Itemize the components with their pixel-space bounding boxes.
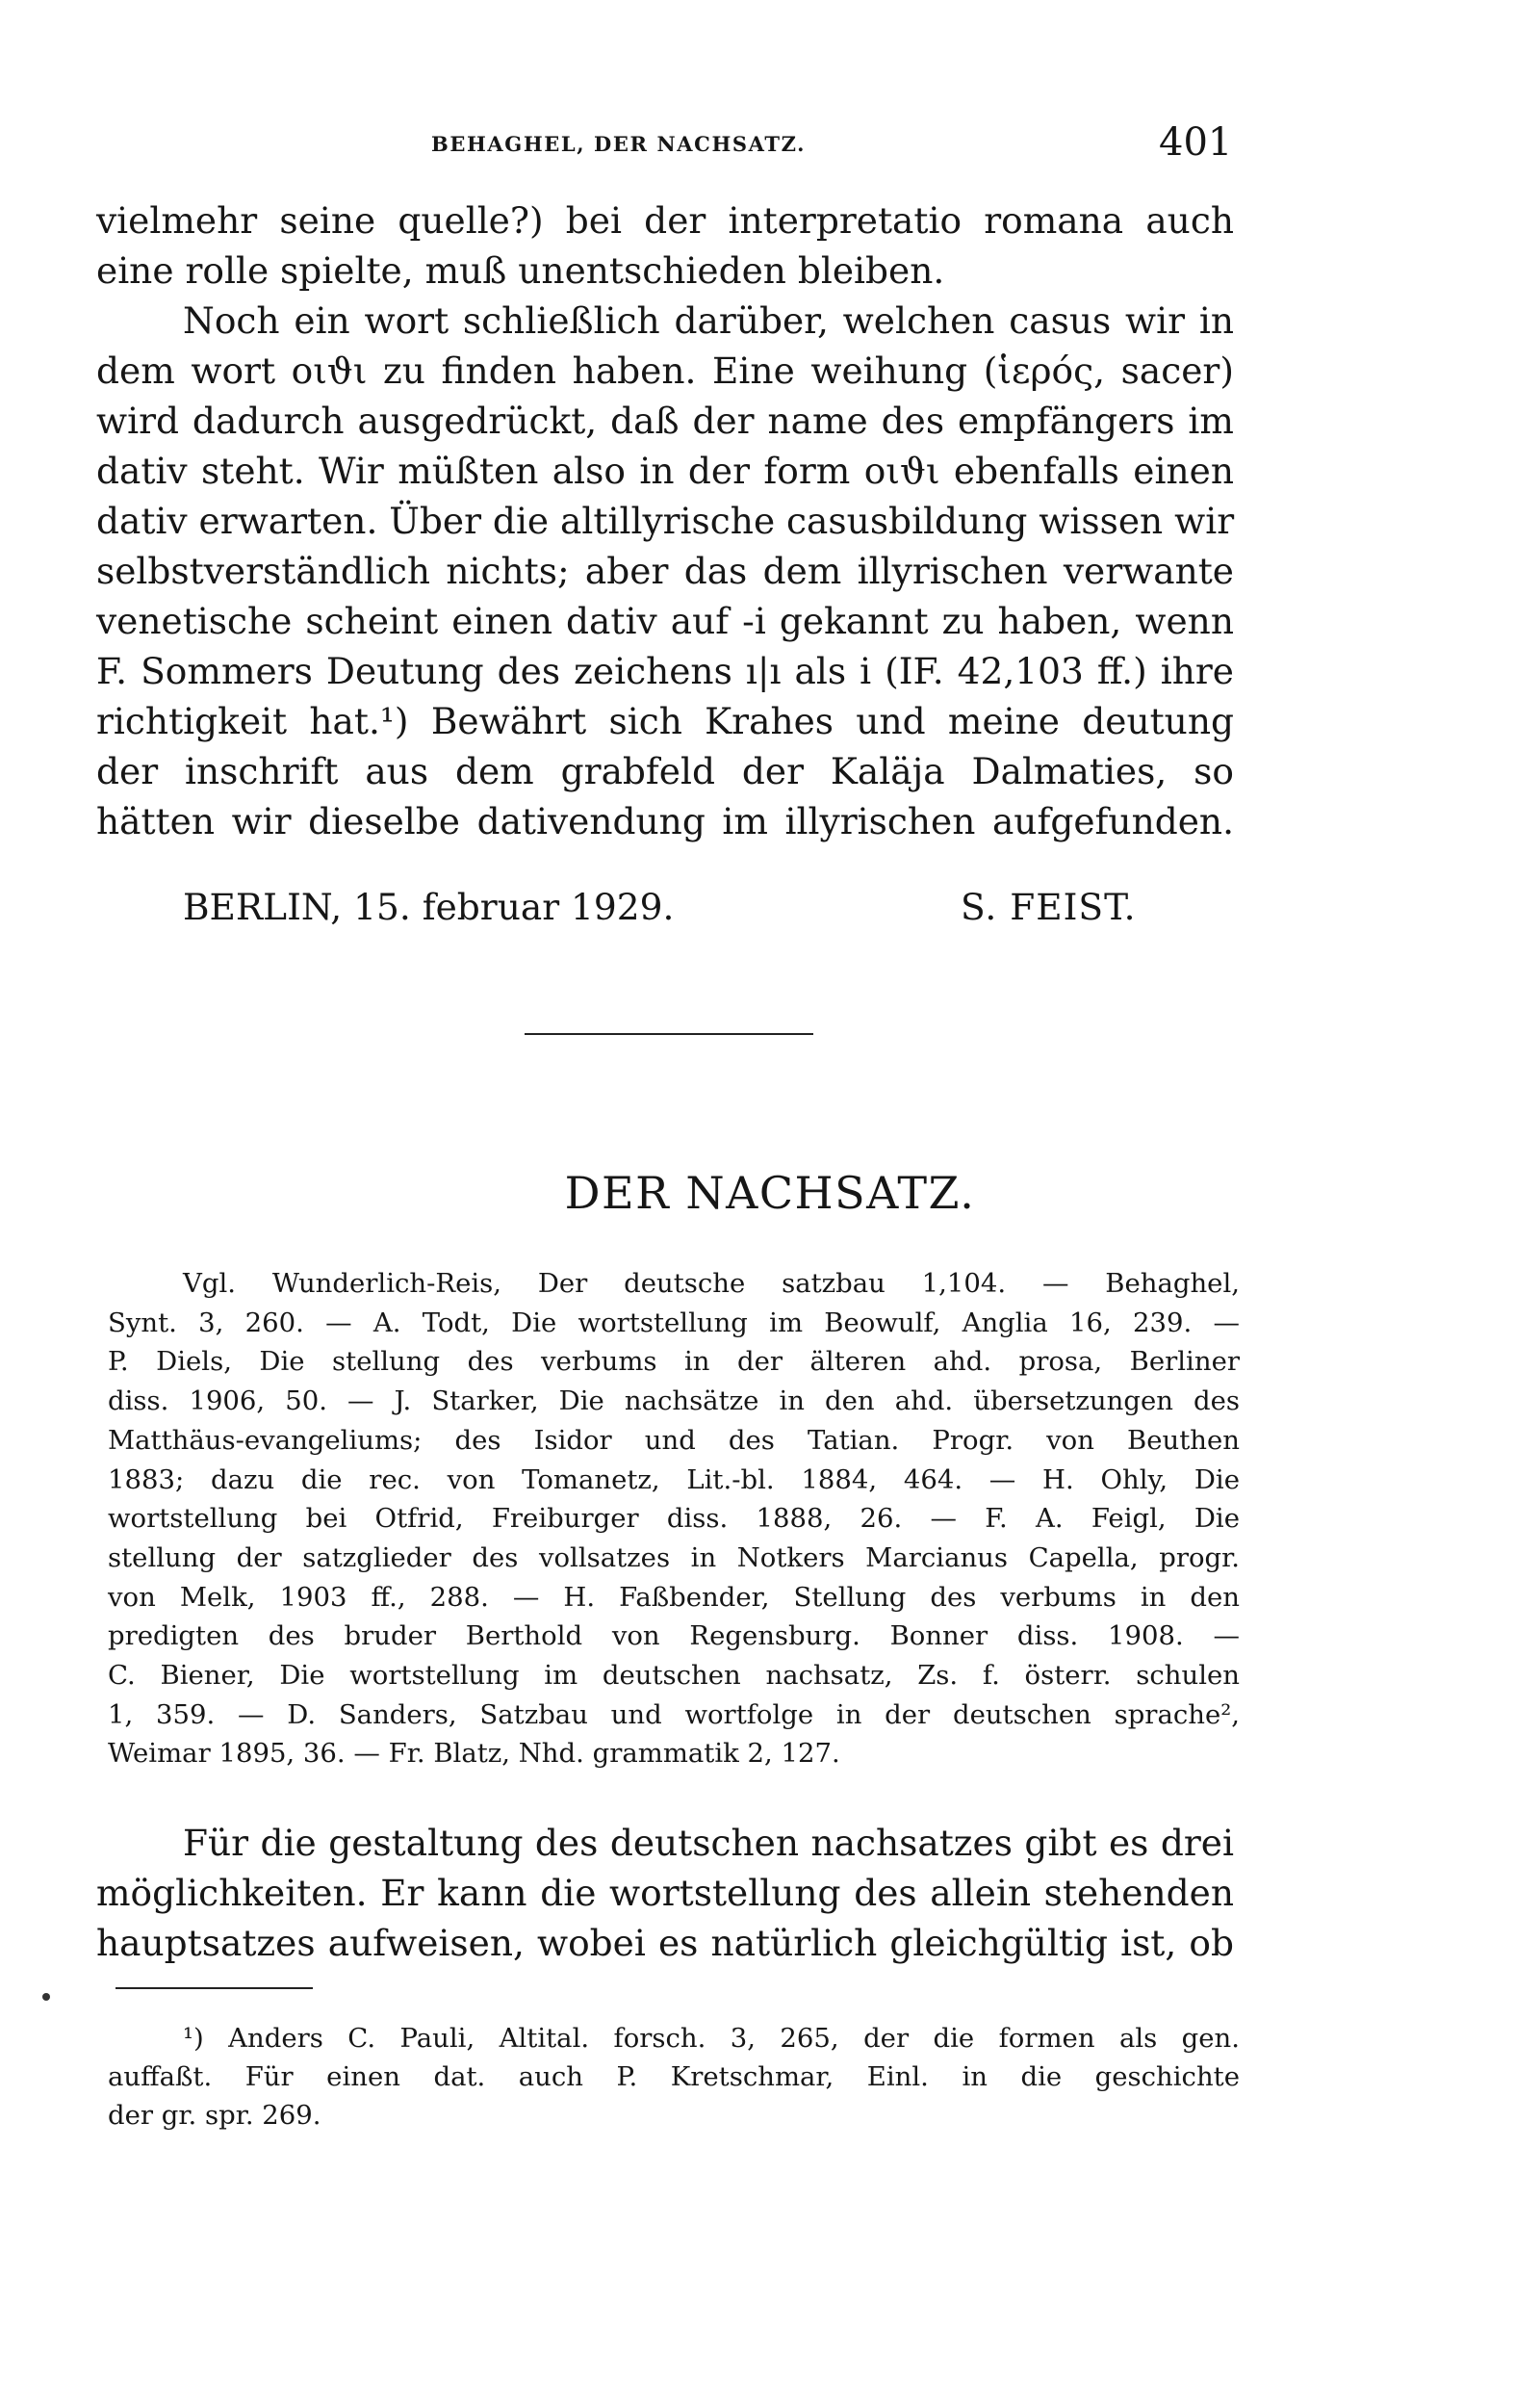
text-line: hauptsatzes aufweisen, wobei es natürlich gleichgültig ist, ob: [96, 1922, 1234, 1964]
bibliography-references: [108, 1264, 1240, 1773]
text-line: vielmehr seine quelle?) bei der interpretatio romana auch: [96, 199, 1234, 242]
reference-line: Synt. 3, 260. — A. Todt, Die wortstellung im Beowulf, Anglia 16, 239. —: [108, 1307, 1240, 1338]
reference-line: predigten des bruder Berthold von Regensburg. Bonner diss. 1908. —: [108, 1620, 1240, 1652]
reference-line: 1, 359. — D. Sanders, Satzbau und wortfolge in der deutschen sprache²,: [108, 1698, 1240, 1730]
text-line: hätten wir dieselbe dativendung im illyrischen aufgefunden.: [96, 800, 1234, 842]
signature-place-date: BERLIN, 15. februar 1929.: [183, 886, 675, 928]
footnote-line: ¹) Anders C. Pauli, Altital. forsch. 3, 265, der die formen als gen.: [183, 2023, 1240, 2054]
reference-line: C. Biener, Die wortstellung im deutschen nachsatz, Zs. f. österr. schulen: [108, 1660, 1240, 1692]
text-line: dem wort οιϑι zu finden haben. Eine weihung (ἱερός, sacer): [96, 349, 1234, 392]
running-title: BEHAGHEL, DER NACHSATZ.: [431, 132, 807, 156]
reference-line: diss. 1906, 50. — J. Starker, Die nachsätze in den ahd. übersetzungen des: [108, 1385, 1240, 1417]
reference-line: wortstellung bei Otfrid, Freiburger diss. 1888, 26. — F. A. Feigl, Die: [108, 1503, 1240, 1535]
reference-line: stellung der satzglieder des vollsatzes in Notkers Marcianus Capella, progr.: [108, 1541, 1240, 1573]
reference-line: P. Diels, Die stellung des verbums in der älteren ahd. prosa, Berliner: [108, 1346, 1240, 1378]
signature-author: S. FEIST.: [961, 886, 1137, 928]
section-title: DER NACHSATZ.: [564, 1167, 976, 1219]
text-line: dativ steht. Wir müßten also in der form οιϑι ebenfalls einen: [96, 450, 1234, 492]
reference-line: 1883; dazu die rec. von Tomanetz, Lit.-bl. 1884, 464. — H. Ohly, Die: [108, 1463, 1240, 1495]
text-line: eine rolle spielte, muß unentschieden bleiben.: [96, 249, 945, 292]
text-line: der inschrift aus dem grabfeld der Kaläja Dalmaties, so: [96, 750, 1234, 792]
text-line: richtigkeit hat.¹) Bewährt sich Krahes und meine deutung: [96, 700, 1234, 742]
text-line: Für die gestaltung des deutschen nachsatzes gibt es drei: [183, 1822, 1234, 1864]
footnote: [108, 2019, 1240, 2135]
paragraph-nachsatz: [96, 1818, 1234, 1968]
text-line: venetische scheint einen dativ auf -i gekannt zu haben, wenn: [96, 600, 1234, 642]
reference-line: Vgl. Wunderlich-Reis, Der deutsche satzbau 1,104. — Behaghel,: [183, 1268, 1240, 1299]
signature-row: [0, 886, 1540, 944]
footnote-line: der gr. spr. 269.: [108, 2100, 321, 2131]
running-head: [0, 120, 1540, 168]
margin-dot: [42, 1993, 50, 2001]
text-line: dativ erwarten. Über die altillyrische casusbildung wissen wir: [96, 500, 1235, 542]
page-number: 401: [1159, 120, 1233, 165]
footnote-line: auffaßt. Für einen dat. auch P. Kretschmar, Einl. in die geschichte: [108, 2061, 1240, 2092]
text-line: wird dadurch ausgedrückt, daß der name des empfängers im: [96, 400, 1234, 442]
footnote-rule: [116, 1987, 313, 1989]
paragraph-continued: [96, 195, 1234, 846]
reference-line: Matthäus-evangeliums; des Isidor und des Tatian. Progr. von Beuthen: [108, 1424, 1240, 1456]
section-divider: [525, 1033, 813, 1035]
text-line: möglichkeiten. Er kann die wortstellung des allein stehenden: [96, 1872, 1234, 1914]
reference-line: Weimar 1895, 36. — Fr. Blatz, Nhd. grammatik 2, 127.: [108, 1738, 840, 1770]
text-line: Noch ein wort schließlich darüber, welchen casus wir in: [183, 299, 1234, 342]
reference-line: von Melk, 1903 ff., 288. — H. Faßbender, Stellung des verbums in den: [108, 1581, 1240, 1613]
text-line: F. Sommers Deutung des zeichens ı|ı als i (IF. 42,103 ff.) ihre: [96, 650, 1234, 692]
text-line: selbstverständlich nichts; aber das dem illyrischen verwante: [96, 550, 1234, 592]
